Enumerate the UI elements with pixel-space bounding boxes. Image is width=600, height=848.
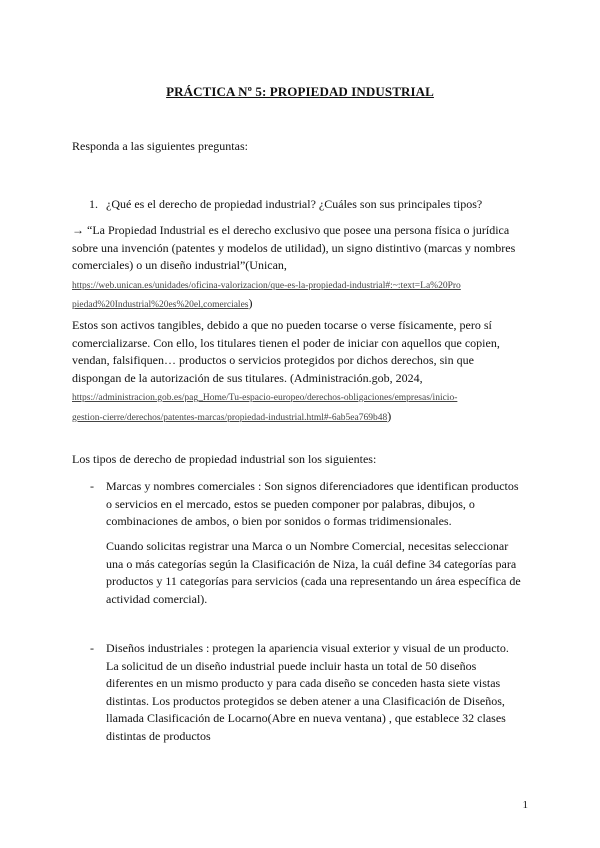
page-title: PRÁCTICA Nº 5: PROPIEDAD INDUSTRIAL bbox=[166, 84, 434, 99]
bullet-marker: - bbox=[90, 479, 94, 493]
bullet-line: Marcas y nombres comerciales : Son signos diferenciadores que identifican productos bbox=[106, 479, 519, 493]
detail-line: una o más categorías según la Clasificación de Niza, la cuál define 34 categorías para bbox=[106, 556, 517, 571]
paragraph-line: dispongan de la autorización de sus titulares. (Administración.gob, 2024, bbox=[72, 370, 423, 385]
bullet-line: o servicios en el mercado, estos se pueden componer por palabras, dibujos, o bbox=[106, 496, 475, 511]
source-link-unican[interactable]: https://web.unican.es/unidades/oficina-valorizacion/que-es-la-propiedad-industrial#:~:text=La%20Pro bbox=[72, 280, 461, 291]
types-heading: Los tipos de derecho de propiedad industrial son los siguientes: bbox=[72, 452, 377, 466]
closing-paren: ) bbox=[387, 408, 392, 423]
paragraph-line: Estos son activos tangibles, debido a que no pueden tocarse o verse físicamente, pero sí bbox=[72, 318, 492, 332]
bullet-line: Diseños industriales : protegen la apariencia visual exterior y visual de un producto. bbox=[106, 641, 509, 655]
bullet-line: llamada Clasificación de Locarno(Abre en nueva ventana) , que establece 32 clases bbox=[106, 711, 506, 725]
bullet-marcas-detail bbox=[106, 538, 546, 608]
paragraph-line: comercializarse. Con ello, los titulares tienen el poder de iniciar con aquellos que copien, bbox=[72, 335, 500, 350]
bullet-disenos bbox=[106, 640, 546, 745]
bullet-line: La solicitud de un diseño industrial puede incluir hasta un total de 50 diseños bbox=[106, 658, 477, 673]
paragraph-line: vendan, falsifiquen… productos o servicios protegidos por dichos derechos, sin que bbox=[72, 353, 474, 367]
question-number: 1. bbox=[89, 197, 98, 211]
assets-paragraph bbox=[72, 317, 532, 426]
source-link-unican-continued[interactable]: piedad%20Industrial%20es%20el,comerciales bbox=[72, 300, 249, 310]
page-number: 1 bbox=[522, 799, 528, 811]
intro-text: Responda a las siguientes preguntas: bbox=[72, 139, 248, 153]
closing-paren: ) bbox=[248, 296, 253, 310]
detail-line: Cuando solicitas registrar una Marca o un Nombre Comercial, necesitas seleccionar bbox=[106, 539, 509, 553]
source-link-administracion[interactable]: https://administracion.gob.es/pag_Home/Tu-espacio-europeo/derechos-obligaciones/empresas/inicio- bbox=[72, 393, 458, 403]
bullet-line: combinaciones de ambos, o bien por sonidos o formas tridimensionales. bbox=[106, 514, 452, 528]
question-text: ¿Qué es el derecho de propiedad industrial? ¿Cuáles son sus principales tipos? bbox=[106, 197, 483, 211]
detail-line: productos y 11 categorías para servicios (cada una representando un área específica de bbox=[106, 574, 521, 588]
quote-line: → “La Propiedad Industrial es el derecho exclusivo que posee una persona física o jurídica bbox=[72, 223, 510, 237]
bullet-line: distintas de productos bbox=[106, 728, 211, 743]
bullet-line: diferentes en un mismo producto y para cada diseño se conceden hasta siete vistas bbox=[106, 676, 501, 690]
definition-quote bbox=[72, 222, 532, 314]
quote-line: sobre una invención (patentes y modelos de utilidad), un signo distintivo (marcas y nombres bbox=[72, 240, 516, 255]
detail-line: actividad comercial). bbox=[106, 591, 208, 606]
quote-line: comerciales) o un diseño industrial”(Unican, bbox=[72, 258, 287, 272]
bullet-marcas bbox=[106, 478, 546, 531]
bullet-marker: - bbox=[90, 641, 94, 655]
source-link-administracion-continued[interactable]: gestion-cierre/derechos/patentes-marcas/propiedad-industrial.html#-6ab5ea769b48 bbox=[72, 412, 388, 423]
bullet-line: distintas. Los productos protegidos se deben atener a una Clasificación de Diseños, bbox=[106, 693, 505, 708]
